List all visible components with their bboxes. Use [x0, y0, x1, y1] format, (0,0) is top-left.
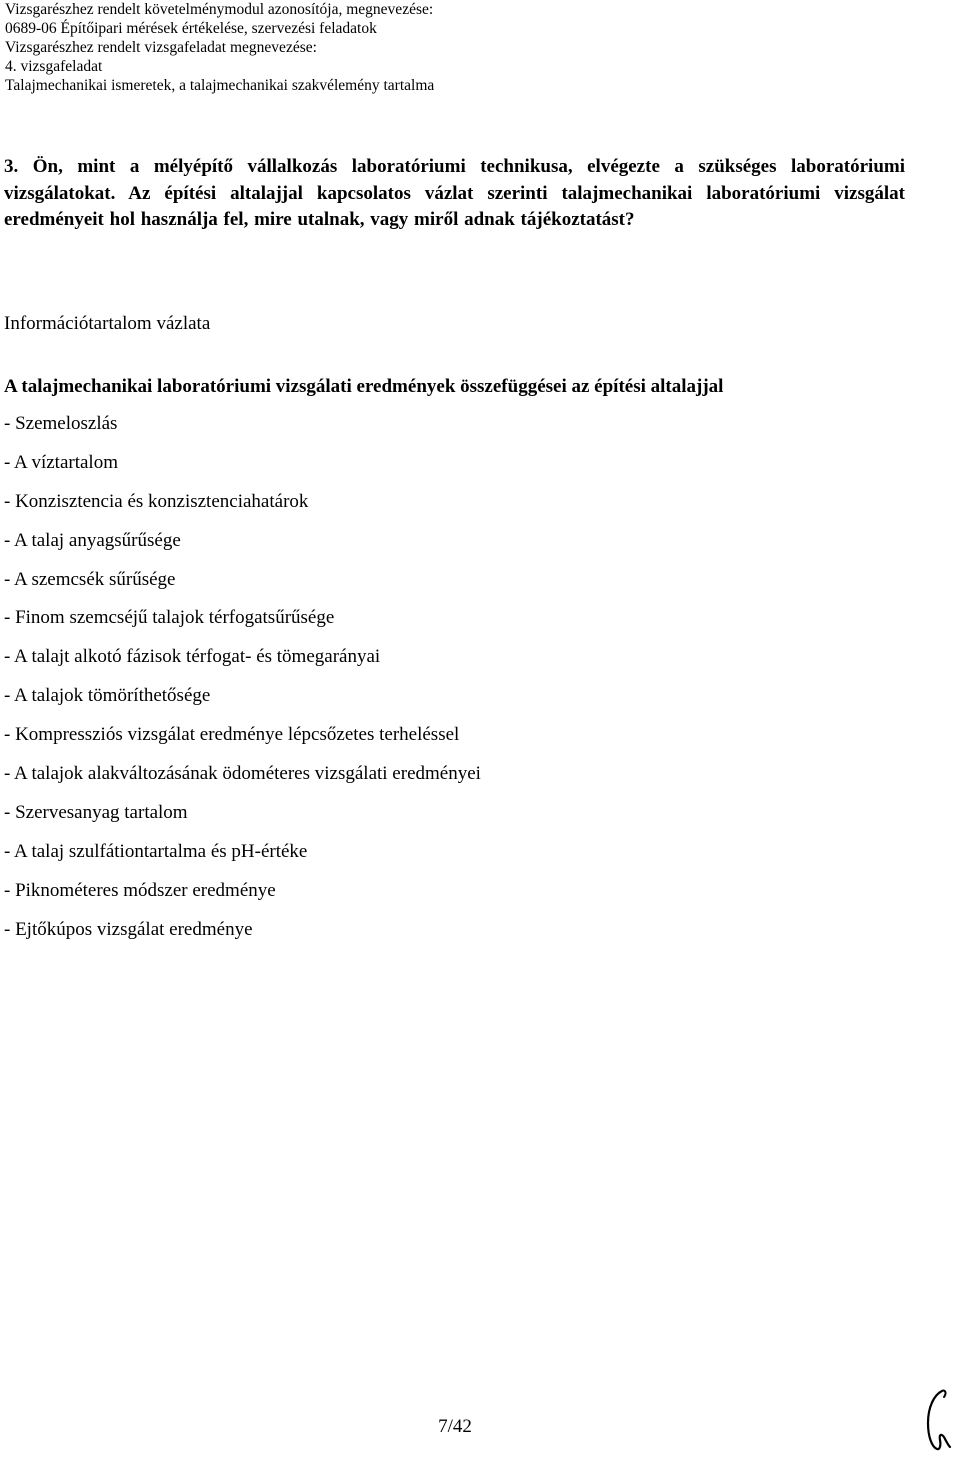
document-header — [5, 0, 945, 95]
content-title: A talajmechanikai laboratóriumi vizsgálati eredmények összefüggései az építési altalajjal — [4, 376, 724, 397]
list-item: - A talajt alkotó fázisok térfogat- és tömegarányai — [4, 646, 381, 668]
page-number: 7/42 — [438, 1416, 472, 1437]
list-item: - A talaj anyagsűrűsége — [4, 529, 181, 551]
list-item: - A talajok alakváltozásának ödométeres vizsgálati eredményei — [4, 763, 481, 785]
list-item: - Ejtőkúpos vizsgálat eredménye — [4, 918, 253, 940]
header-line: Vizsgarészhez rendelt vizsgafeladat megnevezése: — [5, 39, 317, 56]
list-item: - A talaj szulfátiontartalma és pH-értéke — [4, 840, 308, 862]
header-line: 4. vizsgafeladat — [5, 58, 103, 75]
list-item: - Konzisztencia és konzisztenciahatárok — [4, 490, 309, 512]
list-item: - Szemeloszlás — [4, 413, 118, 434]
list-item: - Szervesanyag tartalom — [4, 801, 188, 823]
content-list — [4, 411, 481, 955]
list-item: - Piknométeres módszer eredménye — [4, 879, 276, 901]
header-line: 0689-06 Építőipari mérések értékelése, szervezési feladatok — [5, 20, 377, 37]
list-item: - Finom szemcséjű talajok térfogatsűrűsége — [4, 607, 335, 629]
list-item: - A talajok tömöríthetősége — [4, 685, 211, 707]
header-line: Talajmechanikai ismeretek, a talajmechanikai szakvélemény tartalma — [5, 77, 435, 94]
header-line: Vizsgarészhez rendelt követelménymodul azonosítója, megnevezése: — [5, 1, 434, 18]
signature-mark — [920, 1385, 954, 1455]
list-item: - A víztartalom — [4, 451, 118, 473]
info-heading: Információtartalom vázlata — [4, 313, 211, 334]
list-item: - A szemcsék sűrűsége — [4, 568, 176, 590]
list-item: - Kompressziós vizsgálat eredménye lépcsőzetes terheléssel — [4, 724, 460, 746]
question-text: 3. Ön, mint a mélyépítő vállalkozás laboratóriumi technikusa, elvégezte a szükséges laboratóriumi vizsgálatokat. Az építési altalajjal kapcsolatos vázlat szerinti talajmechanikai laboratóriumi vizsgálat eredményeit hol használja fel, mire utalnak, vagy miről adnak tájékoztatást? — [4, 156, 905, 230]
